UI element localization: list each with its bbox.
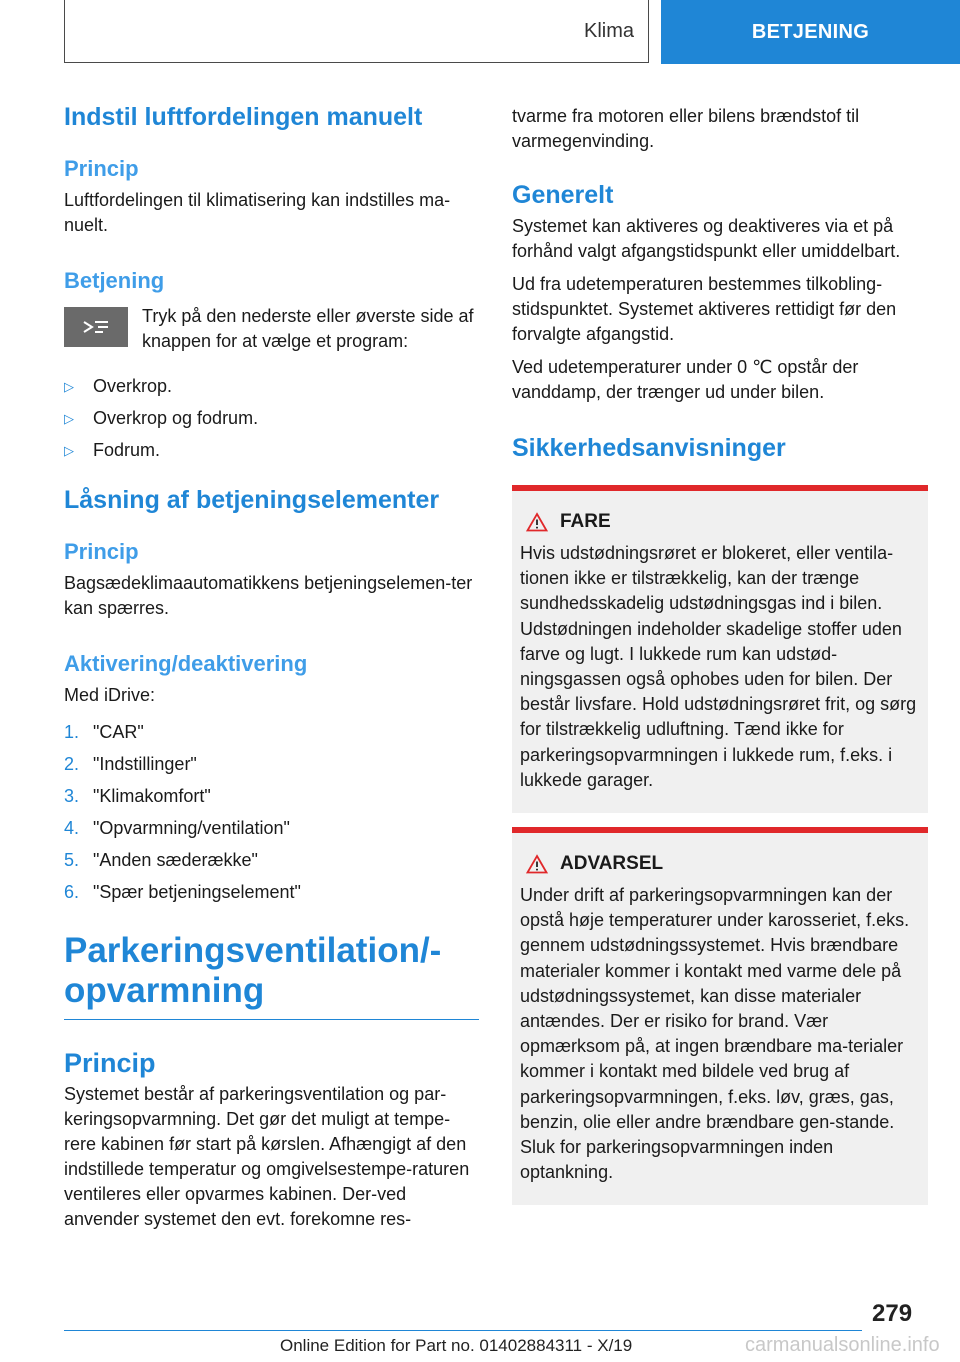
list-item: 2. "Indstillinger" (64, 754, 197, 774)
generelt-paragraph: Ud fra udetemperaturen bestemmes tilkobling-stidspunktet. Systemet aktiveres rettidigt før den forvalgte afgangstid. (512, 274, 897, 344)
header-section-label: Klima (583, 19, 634, 42)
watermark-text: carmanualsonline.info (745, 1334, 940, 1356)
danger-text: Hvis udstødningsrøret er blokeret, eller ventila-tionen ikke er tilstrækkelig, kan der trænge sundhedsskadelig udstødningsgas ind i bilen. Udstødningen indeholder skadelige stoffer uden farve og lugt. I lukkede rum kan udstød-ningsgassen også ophobes uden for bilen. Der består livsfare. Hold udstødningsrøret frit, og sørg for tilstrækkelig udluftning. Tænd ikke for parkeringsopvarmningen i lukkede rum, f.eks. i lukkede garager. (520, 543, 917, 790)
princip-heading: Princip (64, 156, 139, 181)
generelt-paragraph: Ved udetemperaturer under 0 ℃ opstår der vanddamp, der trænger ud under bilen. (512, 357, 859, 402)
princip-heading: Princip (64, 1048, 156, 1078)
edition-text: Online Edition for Part no. 01402884311 - X/19 (280, 1336, 633, 1355)
princip-text: Luftfordelingen til klimatisering kan indstilles ma-nuelt. (64, 190, 451, 235)
right-column (512, 100, 928, 1205)
program-list (64, 374, 479, 463)
danger-title: FARE (520, 511, 920, 533)
princip-text: Systemet består af parkeringsventilation og par-keringsopvarmning. Det gør det muligt at tempe-rere kabinen før start på kørslen. Afhængigt af den indstillede temperatur og omgivelsestempe-raturen ventileres eller opvarmes kabinen. Der-ved anvender systemet den evt. forekomne res- (64, 1084, 470, 1229)
lock-controls-title: Låsning af betjeningselementer (64, 486, 440, 514)
warning-box (512, 827, 928, 1205)
left-column (64, 100, 479, 1232)
header-chapter-tab: BETJENING (661, 0, 960, 64)
warning-title: ADVARSEL (520, 853, 920, 875)
chapter-divider (64, 1019, 479, 1020)
list-item: ▷ Fodrum. (64, 438, 479, 463)
footer-divider (64, 1330, 862, 1331)
page-number: 279 (872, 1300, 913, 1327)
warning-text: Under drift af parkeringsopvarmningen kan der opstå høje temperaturer under karosseriet, f.eks. gennem udstødningssystemet. Hvis brændbare materialer kommer i kontakt med varme dele på udstødningssystemet, kan disse materialer antændes. Der er risiko for brand. Vær opmærksom på, at ingen brændbare ma-terialer kommer i kontakt med bildele ved brug af parkeringsopvarmningen, f.eks. løv, græs, gas, benzin, olie eller andre brændbare gen-stande. Sluk for parkeringsopvarmningen inden optankning. (520, 885, 910, 1183)
manual-airflow-title: Indstil luftfordelingen manuelt (64, 103, 423, 131)
idrive-label: Med iDrive: (64, 685, 156, 705)
idrive-steps (64, 720, 479, 905)
warning-triangle-icon (526, 854, 548, 874)
triangle-bullet-icon: ▷ (64, 411, 74, 426)
header-frame (64, 0, 649, 63)
triangle-bullet-icon: ▷ (64, 379, 74, 394)
generelt-paragraph: Systemet kan aktiveres og deaktiveres via et på forhånd valgt afgangstidspunkt eller umiddelbart. (512, 216, 901, 261)
list-item: 5. "Anden sæderække" (64, 850, 258, 870)
danger-box (512, 485, 928, 813)
triangle-bullet-icon: ▷ (64, 443, 74, 458)
princip-text: Bagsædeklimaautomatikkens betjeningselemen-ter kan spærres. (64, 573, 473, 618)
list-item: 6. "Spær betjeningselement" (64, 882, 301, 902)
continued-text: tvarme fra motoren eller bilens brændstof til varmegenvinding. (512, 106, 860, 151)
warning-triangle-icon (526, 512, 548, 532)
airflow-button-icon (64, 307, 128, 347)
betjening-heading: Betjening (64, 268, 165, 293)
list-item: 4. "Opvarmning/ventilation" (64, 818, 290, 838)
chapter-title: Parkeringsventilation/-opvarmning (64, 931, 442, 1010)
list-item: ▷ Overkrop. (64, 374, 479, 399)
list-item: 1. "CAR" (64, 722, 144, 742)
betjening-row (64, 304, 479, 354)
activation-heading: Aktivering/deaktivering (64, 651, 308, 676)
list-item: 3. "Klimakomfort" (64, 786, 211, 806)
generelt-heading: Generelt (512, 181, 614, 209)
betjening-text: Tryk på den nederste eller øverste side af knappen for at vælge et program: (142, 306, 474, 351)
princip-heading: Princip (64, 539, 139, 564)
list-item: ▷ Overkrop og fodrum. (64, 406, 479, 431)
safety-heading: Sikkerhedsanvisninger (512, 434, 786, 462)
